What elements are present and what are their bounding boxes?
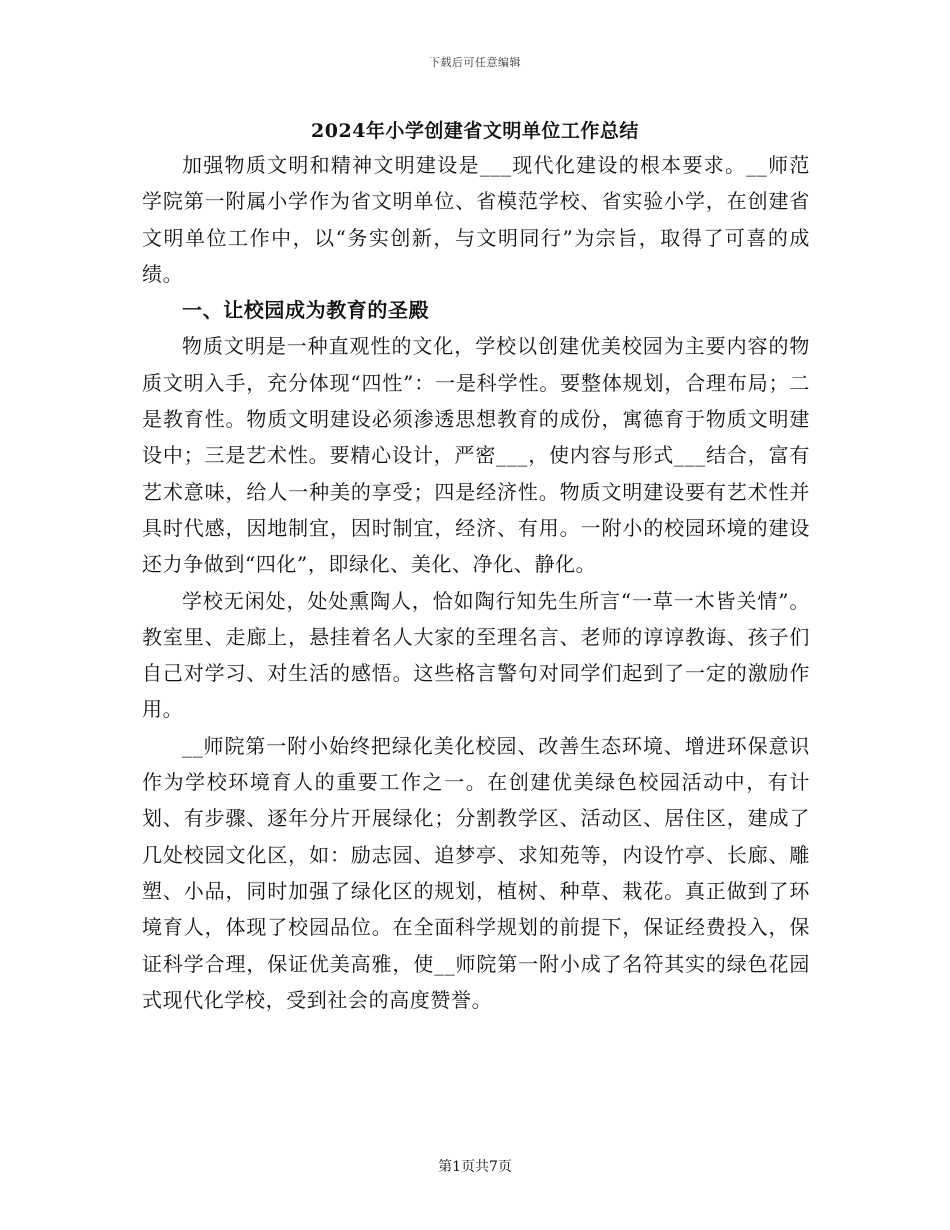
body-paragraph: __师院第一附小始终把绿化美化校园、改善生态环境、增进环保意识作为学校环境育人的重要工作之一。在创建优美绿色校园活动中，有计划、有步骤、逐年分片开展绿化；分割教学区、活动区、居住区，建成了几处校园文化区，如：励志园、追梦亭、求知苑等，内设竹亭、长廊、雕塑、小品，同时加强了绿化区的规划，植树、种草、栽花。真正做到了环境育人，体现了校园品位。在全面科学规划的前提下，保证经费投入，保证科学合理，保证优美高雅，使__师院第一附小成了名符其实的绿色花园式现代化学校，受到社会的高度赞誉。 [142,733,810,1012]
body-paragraph: 物质文明是一种直观性的文化，学校以创建优美校园为主要内容的物质文明入手，充分体现“四性”：一是科学性。要整体规划，合理布局；二是教育性。物质文明建设必须渗透思想教育的成份，寓德育于物质文明建设中；三是艺术性。要精心设计，严密___，使内容与形式___结合，富有艺术意味，给人一种美的享受；四是经济性。物质文明建设要有艺术性并具时代感，因地制宜，因时制宜，经济、有用。一附小的校园环境的建设还力争做到“四化”，即绿化、美化、净化、静化。 [142,334,810,577]
section-heading: 一、让校园成为教育的圣殿 [182,298,430,323]
document-title: 2024年小学创建省文明单位工作总结 [311,120,639,142]
header-note: 下载后可任意编辑 [429,56,521,69]
page-footer: 第1页共7页 [438,1159,512,1175]
document-body [142,147,810,1018]
body-paragraph: 学校无闲处，处处熏陶人，恰如陶行知先生所言“一草一木皆关情”。教室里、走廊上，悬挂着名人大家的至理名言、老师的谆谆教诲、孩子们自己对学习、对生活的感悟。这些格言警句对同学们起到了一定的激励作用。 [142,588,810,722]
intro-paragraph: 加强物质文明和精神文明建设是___现代化建设的根本要求。__师范学院第一附属小学作为省文明单位、省模范学校、省实验小学，在创建省文明单位工作中，以“务实创新，与文明同行”为宗旨，取得了可喜的成绩。 [142,153,810,286]
